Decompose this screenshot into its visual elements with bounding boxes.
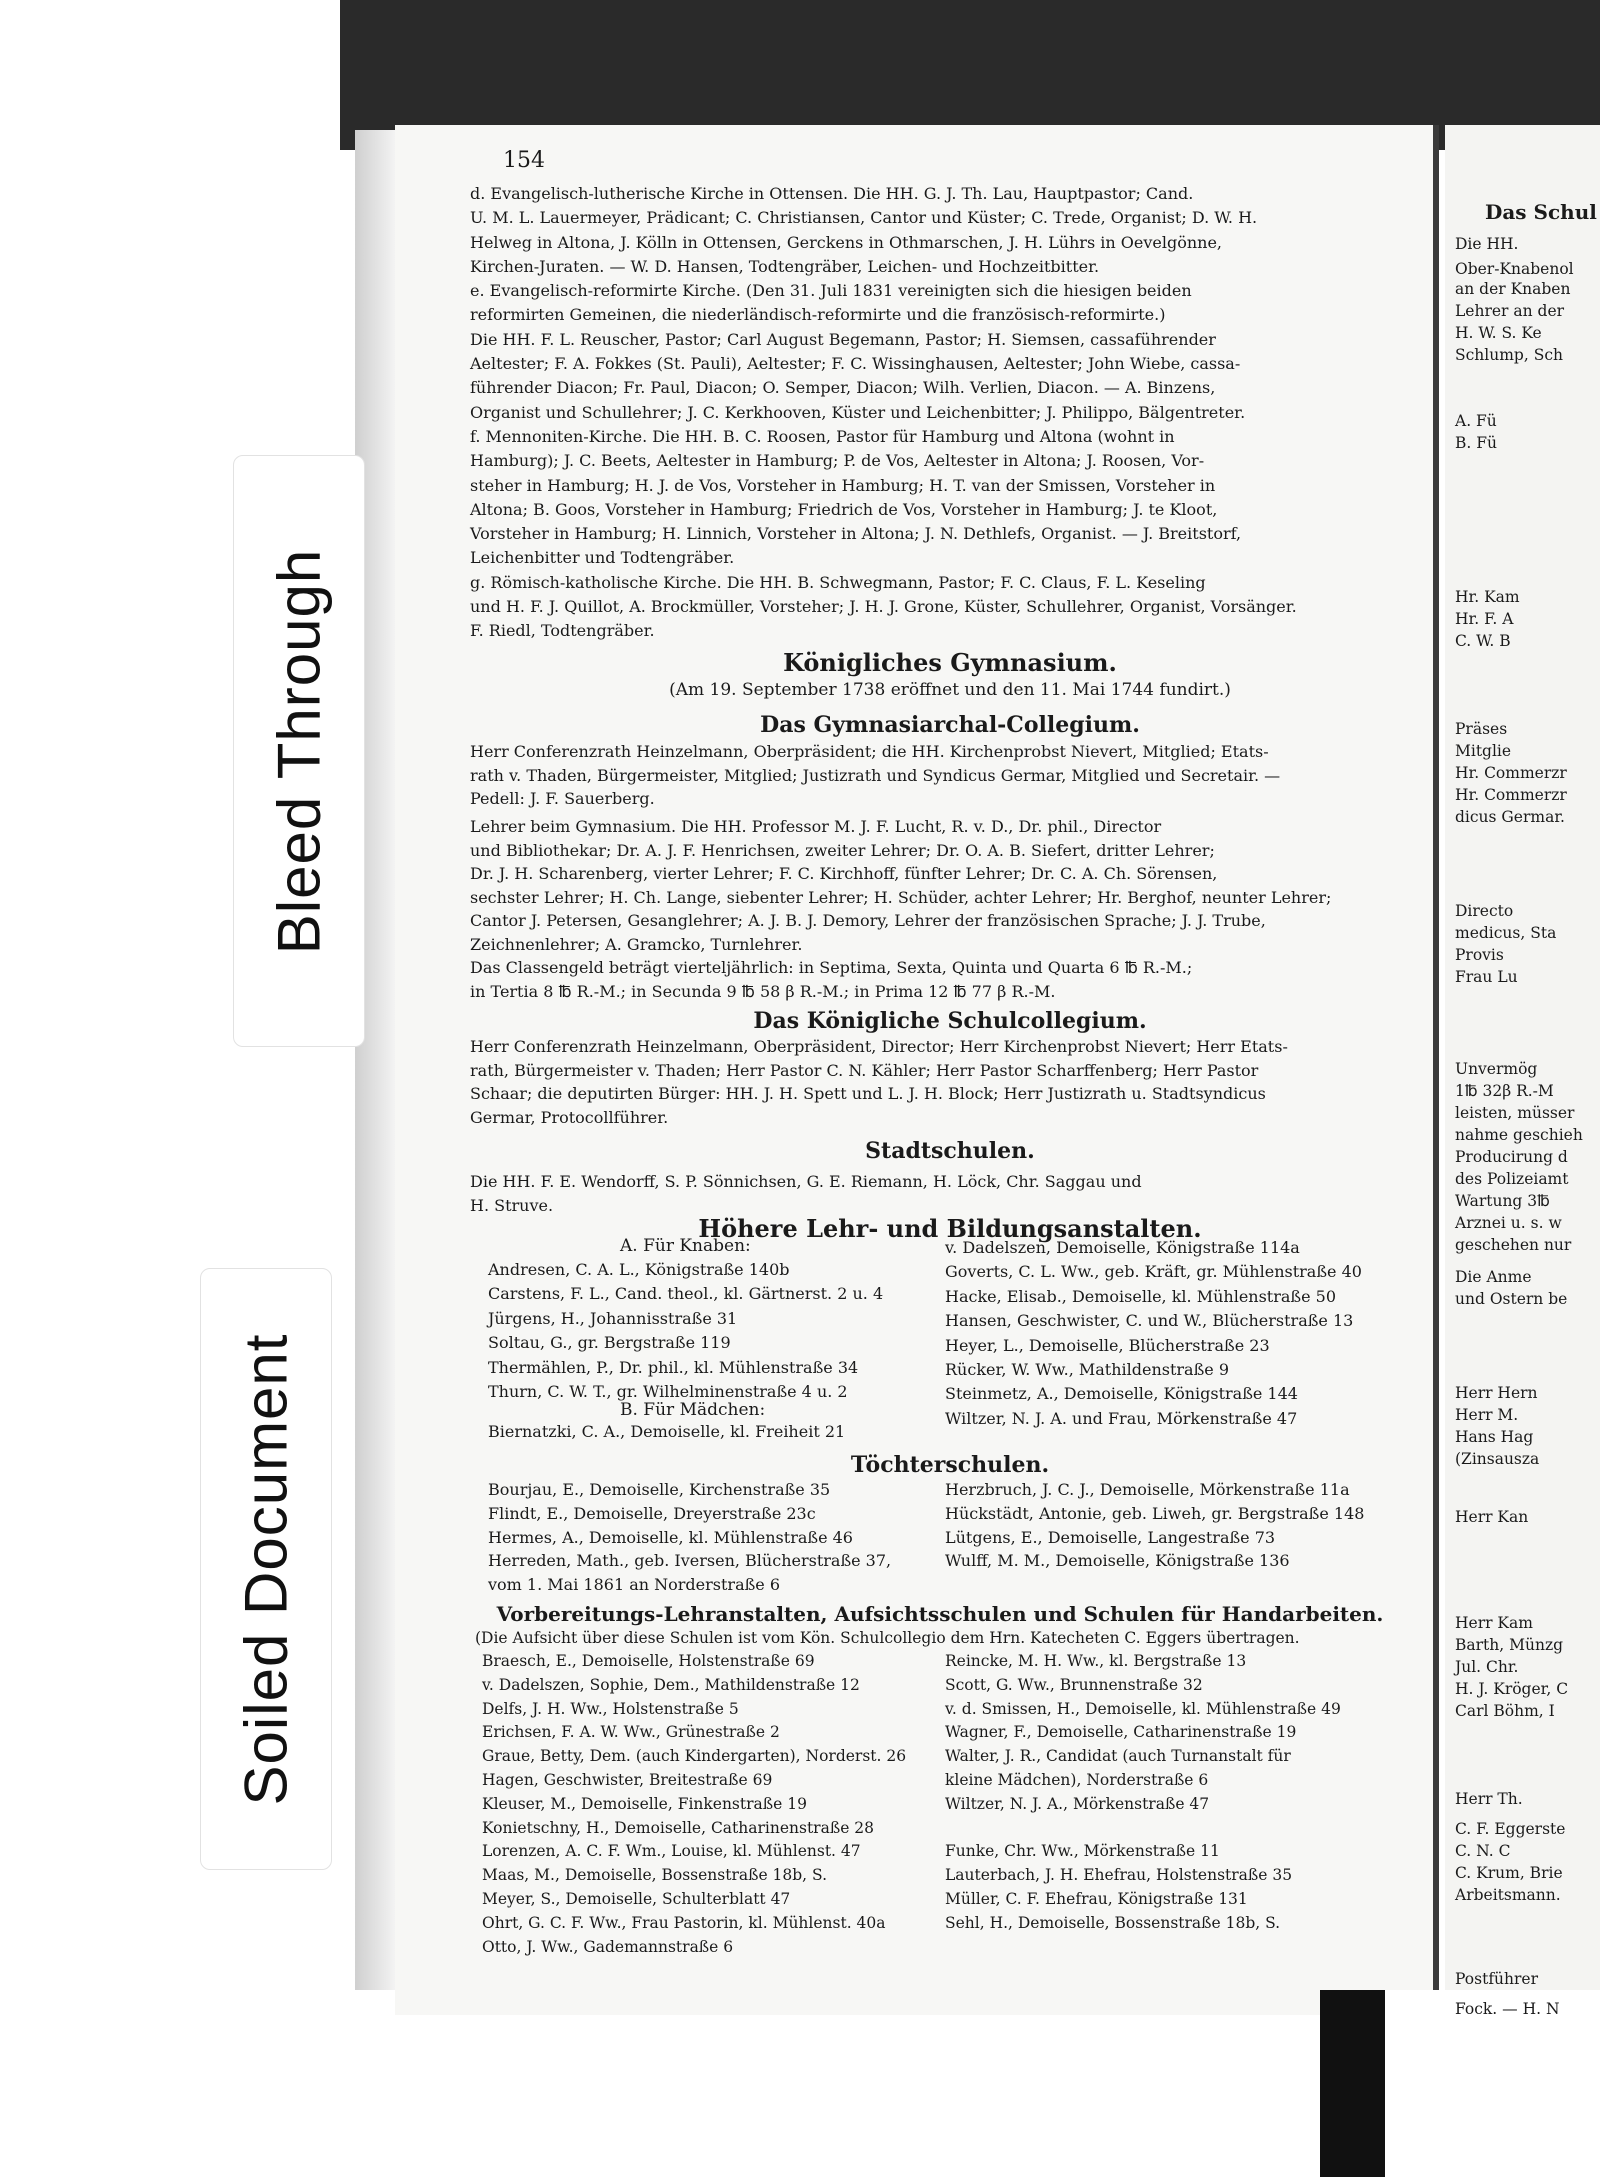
right-page-line: und Ostern be: [1455, 1290, 1568, 1308]
school-entry: Wiltzer, N. J. A., Mörkenstraße 47: [945, 1794, 1210, 1813]
right-page-line: Provis: [1455, 946, 1504, 964]
right-page-line: des Polizeiamt: [1455, 1170, 1569, 1188]
hoehere-list-right: [945, 1236, 1415, 1431]
school-entry: v. Dadelszen, Sophie, Dem., Mathildenstraße 12: [482, 1675, 860, 1694]
right-page-line: C. W. B: [1455, 632, 1511, 650]
toechter-title: Töchterschulen.: [850, 1452, 1050, 1478]
right-page-line: Herr M.: [1455, 1406, 1519, 1424]
teacher-line: sechster Lehrer; H. Ch. Lange, siebenter Lehrer; H. Schüder, achter Lehrer; Hr. Berghof, neunter Lehrer;: [470, 887, 1332, 907]
right-page-line: Wartung 3℔: [1455, 1192, 1550, 1210]
school-entry: Kleuser, M., Demoiselle, Finkenstraße 19: [482, 1794, 807, 1813]
teachers-text: [470, 815, 1410, 1003]
school-entry: Goverts, C. L. Ww., geb. Kräft, gr. Mühlenstraße 40: [945, 1262, 1362, 1282]
school-entry: v. d. Smissen, H., Demoiselle, kl. Mühlenstraße 49: [945, 1699, 1341, 1718]
church-line: Altona; B. Goos, Vorsteher in Hamburg; Friedrich de Vos, Vorsteher in Hamburg; J. te Kloot,: [470, 499, 1218, 519]
right-page-line: Mitglie: [1455, 742, 1512, 760]
school-entry: Otto, J. Ww., Gademannstraße 6: [482, 1937, 734, 1956]
school-entry: Biernatzki, C. A., Demoiselle, kl. Freiheit 21: [488, 1422, 846, 1441]
right-page-line: Hr. F. A: [1455, 610, 1514, 628]
school-entry: Reincke, M. H. Ww., kl. Bergstraße 13: [945, 1652, 1247, 1670]
right-page-line: Hr. Commerzr: [1455, 786, 1567, 804]
school-entry: Heyer, L., Demoiselle, Blücherstraße 23: [945, 1335, 1270, 1355]
church-section: [470, 182, 1410, 644]
church-line: Aeltester; F. A. Fokkes (St. Pauli), Aeltester; F. C. Wissinghausen, Aeltester; John Wiebe, cassa-: [470, 354, 1241, 374]
school-entry: [945, 1817, 1415, 1841]
toechter-list-right: [945, 1478, 1415, 1573]
right-page-line: C. Krum, Brie: [1455, 1864, 1563, 1882]
hoehere-sub-b: B. Für Mädchen:: [620, 1400, 766, 1420]
school-entry: Andresen, C. A. L., Königstraße 140b: [488, 1260, 790, 1279]
church-line: steher in Hamburg; H. J. de Vos, Vorsteher in Hamburg; H. T. van der Smissen, Vorsteher in: [470, 475, 1216, 495]
church-line: Kirchen-Juraten. — W. D. Hansen, Todtengräber, Leichen- und Hochzeitbitter.: [470, 256, 1100, 276]
right-page-line: Postführer: [1455, 1970, 1539, 1988]
right-page-line: A. Fü: [1455, 412, 1497, 430]
school-entry: Delfs, J. H. Ww., Holstenstraße 5: [482, 1699, 739, 1718]
school-entry: Sehl, H., Demoiselle, Bossenstraße 18b, S.: [945, 1913, 1281, 1932]
schulcollegium-line: Germar, Protocollführer.: [470, 1107, 669, 1127]
right-page-line: H. J. Kröger, C: [1455, 1680, 1569, 1698]
right-page-line: nahme geschieh: [1455, 1126, 1583, 1144]
schulcollegium-title: Das Königliche Schulcollegium.: [753, 1008, 1147, 1034]
school-entry: Jürgens, H., Johannisstraße 31: [488, 1308, 738, 1328]
vorbereitung-note: (Die Aufsicht über diese Schulen ist vom Kön. Schulcollegio dem Hrn. Katecheten C. Eggers übertragen.: [475, 1629, 1300, 1647]
teacher-line: Zeichnenlehrer; A. Gramcko, Turnlehrer.: [470, 934, 803, 954]
church-line: Organist und Schullehrer; J. C. Kerkhooven, Küster und Leichenbitter; J. Philippo, Bälgentreter.: [470, 402, 1246, 422]
schulcollegium-line: Schaar; die deputirten Bürger: HH. J. H. Spett und L. J. H. Block; Herr Justizrath u. Stadtsyndicus: [470, 1084, 1266, 1103]
right-page-line: (Zinsausza: [1455, 1450, 1540, 1468]
church-line: Helweg in Altona, J. Kölln in Ottensen, Gerckens in Othmarschen, J. H. Lührs in Oevelgönne,: [470, 232, 1222, 252]
soiled-document-label: Soiled Document: [200, 1268, 332, 1870]
right-page-line: Barth, Münzg: [1455, 1636, 1564, 1654]
right-page-line: geschehen nur: [1455, 1236, 1572, 1254]
right-page-line: Fock. — H. N: [1455, 2000, 1560, 2018]
hoehere-sub-a: A. Für Knaben:: [620, 1236, 751, 1256]
church-line: d. Evangelisch-lutherische Kirche in Ottensen. Die HH. G. J. Th. Lau, Hauptpastor; Cand.: [470, 184, 1194, 203]
school-entry: Lütgens, E., Demoiselle, Langestraße 73: [945, 1527, 1276, 1547]
toechter-list-left: [488, 1478, 948, 1597]
schulcollegium-line: Herr Conferenzrath Heinzelmann, Oberpräsident, Director; Herr Kirchenprobst Nievert; Herr Etats-: [470, 1037, 1288, 1056]
vorbereitung-list-left: [482, 1650, 942, 1959]
school-entry: Rücker, W. Ww., Mathildenstraße 9: [945, 1360, 1230, 1380]
church-line: und H. F. J. Quillot, A. Brockmüller, Vorsteher; J. H. J. Grone, Küster, Schullehrer, Organist, Vorsänger.: [470, 597, 1297, 617]
right-page-line: Frau Lu: [1455, 968, 1518, 986]
right-page-line: Directo: [1455, 902, 1514, 920]
school-entry: Erichsen, F. A. W. Ww., Grünestraße 2: [482, 1723, 780, 1742]
right-page-line: 1℔ 32β R.-M: [1455, 1082, 1554, 1100]
stadtschulen-title: Stadtschulen.: [865, 1138, 1035, 1164]
church-line: f. Mennoniten-Kirche. Die HH. B. C. Roosen, Pastor für Hamburg und Altona (wohnt in: [470, 426, 1175, 446]
school-entry: Müller, C. F. Ehefrau, Königstraße 131: [945, 1889, 1248, 1908]
school-entry: Braesch, E., Demoiselle, Holstenstraße 69: [482, 1652, 815, 1670]
collegium-line: Pedell: J. F. Sauerberg.: [470, 789, 655, 808]
right-page-line: Carl Böhm, I: [1455, 1702, 1555, 1720]
stadtschulen-line: H. Struve.: [470, 1196, 554, 1215]
school-entry: Scott, G. Ww., Brunnenstraße 32: [945, 1675, 1203, 1694]
page-gutter: [1433, 125, 1439, 2015]
right-page-line: Hr. Kam: [1455, 588, 1520, 606]
right-page-line: C. N. C: [1455, 1842, 1511, 1860]
school-entry: Thermählen, P., Dr. phil., kl. Mühlenstraße 34: [488, 1357, 859, 1377]
right-page-line: Hr. Commerzr: [1455, 764, 1567, 782]
school-entry: Carstens, F. L., Cand. theol., kl. Gärtnerst. 2 u. 4: [488, 1284, 884, 1304]
bleed-through-label: Bleed Through: [233, 455, 365, 1047]
gymnasium-title: Königliches Gymnasium.: [783, 648, 1117, 677]
school-entry: vom 1. Mai 1861 an Norderstraße 6: [488, 1575, 781, 1595]
school-entry: Lauterbach, J. H. Ehefrau, Holstenstraße 35: [945, 1866, 1293, 1885]
right-page-line: Herr Th.: [1455, 1790, 1523, 1808]
school-entry: Soltau, G., gr. Bergstraße 119: [488, 1333, 731, 1353]
church-line: U. M. L. Lauermeyer, Prädicant; C. Christiansen, Cantor und Küster; C. Trede, Organist; D. W. H.: [470, 208, 1258, 228]
school-entry: Wulff, M. M., Demoiselle, Königstraße 136: [945, 1551, 1290, 1571]
church-line: Hamburg); J. C. Beets, Aeltester in Hamburg; P. de Vos, Aeltester in Altona; J. Roosen, Vor-: [470, 451, 1205, 471]
right-page-line: B. Fü: [1455, 434, 1497, 452]
gymnasium-subtitle: (Am 19. September 1738 eröffnet und den 11. Mai 1744 fundirt.): [669, 680, 1231, 700]
teacher-line: Dr. J. H. Scharenberg, vierter Lehrer; F. C. Kirchhoff, fünfter Lehrer; Dr. C. A. Ch. Sörensen,: [470, 864, 1218, 883]
school-entry: Hansen, Geschwister, C. und W., Blücherstraße 13: [945, 1311, 1354, 1331]
school-entry: Hermes, A., Demoiselle, kl. Mühlenstraße 46: [488, 1527, 853, 1547]
school-entry: Herzbruch, J. C. J., Demoiselle, Mörkenstraße 11a: [945, 1480, 1350, 1499]
collegium-title: Das Gymnasiarchal-Collegium.: [760, 712, 1140, 738]
collegium-line: Herr Conferenzrath Heinzelmann, Oberpräsident; die HH. Kirchenprobst Nievert, Mitglied; Etats-: [470, 742, 1269, 761]
school-entry: Thurn, C. W. T., gr. Wilhelminenstraße 4 u. 2: [488, 1382, 848, 1402]
church-line: Leichenbitter und Todtengräber.: [470, 548, 735, 568]
school-entry: Steinmetz, A., Demoiselle, Königstraße 144: [945, 1384, 1298, 1404]
scanner-clip-bar: [1320, 1990, 1385, 2177]
stadtschulen-line: Die HH. F. E. Wendorff, S. P. Sönnichsen, G. E. Riemann, H. Löck, Chr. Saggau und: [470, 1172, 1142, 1191]
school-entry: Wagner, F., Demoiselle, Catharinenstraße 19: [945, 1723, 1297, 1742]
right-page-line: Das Schul: [1485, 200, 1597, 224]
book-spine-shadow: [355, 130, 395, 1990]
school-entry: Flindt, E., Demoiselle, Dreyerstraße 23c: [488, 1503, 816, 1523]
right-page-line: Herr Kan: [1455, 1508, 1529, 1526]
right-page-line: Arznei u. s. w: [1455, 1214, 1562, 1232]
right-page-line: leisten, müsser: [1455, 1104, 1575, 1122]
right-page-line: Herr Kam: [1455, 1614, 1533, 1632]
vorbereitung-title: Vorbereitungs-Lehranstalten, Aufsichtsschulen und Schulen für Handarbeiten.: [496, 1602, 1384, 1626]
school-entry: Funke, Chr. Ww., Mörkenstraße 11: [945, 1842, 1220, 1861]
collegium-text: [470, 740, 1410, 811]
hoehere-title: Höhere Lehr- und Bildungsanstalten.: [698, 1214, 1202, 1243]
church-line: führender Diacon; Fr. Paul, Diacon; O. Semper, Diacon; Wilh. Verlien, Diacon. — A. Binzens,: [470, 378, 1216, 398]
right-page-line: an der Knaben: [1455, 280, 1571, 298]
right-page-line: Producirung d: [1455, 1148, 1568, 1166]
schulcollegium-line: rath, Bürgermeister v. Thaden; Herr Pastor C. N. Kähler; Herr Pastor Scharffenberg; Herr Pastor: [470, 1060, 1259, 1080]
schulcollegium-text: [470, 1035, 1410, 1129]
right-page-line: dicus Germar.: [1455, 808, 1565, 826]
school-entry: Herreden, Math., geb. Iversen, Blücherstraße 37,: [488, 1551, 892, 1571]
church-line: g. Römisch-katholische Kirche. Die HH. B. Schwegmann, Pastor; F. C. Claus, F. L. Keseling: [470, 572, 1206, 592]
right-page-line: Ober-Knabenol: [1455, 260, 1574, 278]
school-entry: Hückstädt, Antonie, geb. Liweh, gr. Bergstraße 148: [945, 1503, 1365, 1523]
right-page-line: Unvermög: [1455, 1060, 1538, 1078]
church-line: Vorsteher in Hamburg; H. Linnich, Vorsteher in Altona; J. N. Dethlefs, Organist. — J. Breitstorf,: [470, 524, 1242, 544]
right-page-line: Schlump, Sch: [1455, 346, 1563, 364]
teacher-line: in Tertia 8 ℔ R.-M.; in Secunda 9 ℔ 58 β R.-M.; in Prima 12 ℔ 77 β R.-M.: [470, 981, 1056, 1001]
school-entry: Hagen, Geschwister, Breitestraße 69: [482, 1770, 773, 1789]
school-entry: v. Dadelszen, Demoiselle, Königstraße 114a: [945, 1238, 1300, 1257]
school-entry: kleine Mädchen), Norderstraße 6: [945, 1770, 1209, 1789]
school-entry: Ohrt, G. C. F. Ww., Frau Pastorin, kl. Mühlenst. 40a: [482, 1913, 886, 1932]
school-entry: Meyer, S., Demoiselle, Schulterblatt 47: [482, 1889, 791, 1908]
right-page-line: Präses: [1455, 720, 1508, 738]
right-page-line: H. W. S. Ke: [1455, 324, 1542, 342]
teacher-line: Cantor J. Petersen, Gesanglehrer; A. J. B. J. Demory, Lehrer der französischen Sprache; J. J. Trube,: [470, 911, 1266, 930]
right-page-line: medicus, Sta: [1455, 924, 1557, 942]
school-entry: Lorenzen, A. C. F. Wm., Louise, kl. Mühlenst. 47: [482, 1842, 861, 1861]
school-entry: Konietschny, H., Demoiselle, Catharinenstraße 28: [482, 1818, 875, 1837]
right-page-text: [1455, 190, 1600, 2018]
school-entry: Hacke, Elisab., Demoiselle, kl. Mühlenstraße 50: [945, 1286, 1337, 1306]
page-number: 154: [503, 148, 545, 173]
teacher-line: Das Classengeld beträgt vierteljährlich: in Septima, Sexta, Quinta und Quarta 6 ℔ R.-M.;: [470, 958, 1193, 977]
right-page-line: Jul. Chr.: [1455, 1658, 1519, 1676]
hoehere-list-a: [488, 1258, 948, 1404]
right-page-line: Herr Hern: [1455, 1384, 1538, 1402]
school-entry: Bourjau, E., Demoiselle, Kirchenstraße 35: [488, 1480, 831, 1499]
teacher-line: und Bibliothekar; Dr. A. J. F. Henrichsen, zweiter Lehrer; Dr. O. A. B. Siefert, dritter Lehrer;: [470, 840, 1215, 860]
collegium-line: rath v. Thaden, Bürgermeister, Mitglied; Justizrath und Syndicus Germar, Mitglied und Secretair. —: [470, 765, 1281, 785]
church-line: reformirten Gemeinen, die niederländisch-reformirte und die französisch-reformirte.): [470, 305, 1166, 325]
school-entry: Walter, J. R., Candidat (auch Turnanstalt für: [945, 1747, 1291, 1766]
school-entry: Maas, M., Demoiselle, Bossenstraße 18b, S.: [482, 1866, 828, 1885]
teacher-line: Lehrer beim Gymnasium. Die HH. Professor M. J. F. Lucht, R. v. D., Dr. phil., Director: [470, 817, 1162, 836]
church-line: Die HH. F. L. Reuscher, Pastor; Carl August Begemann, Pastor; H. Siemsen, cassaführender: [470, 329, 1216, 349]
school-entry: Wiltzer, N. J. A. und Frau, Mörkenstraße 47: [945, 1408, 1298, 1428]
right-page-line: Arbeitsmann.: [1455, 1886, 1561, 1904]
vorbereitung-list-right: [945, 1650, 1415, 1936]
right-page-line: Die Anme: [1455, 1268, 1532, 1286]
church-line: e. Evangelisch-reformirte Kirche. (Den 31. Juli 1831 vereinigten sich die hiesigen beiden: [470, 281, 1192, 301]
stadtschulen-text: [470, 1170, 1410, 1218]
school-entry: Graue, Betty, Dem. (auch Kindergarten), Norderst. 26: [482, 1747, 907, 1766]
right-page-line: Lehrer an der: [1455, 302, 1565, 320]
hoehere-list-b: [488, 1420, 948, 1444]
right-page-line: Die HH.: [1455, 235, 1519, 253]
right-page-line: Hans Hag: [1455, 1428, 1534, 1446]
right-page-line: C. F. Eggerste: [1455, 1820, 1566, 1838]
church-line: F. Riedl, Todtengräber.: [470, 621, 655, 641]
